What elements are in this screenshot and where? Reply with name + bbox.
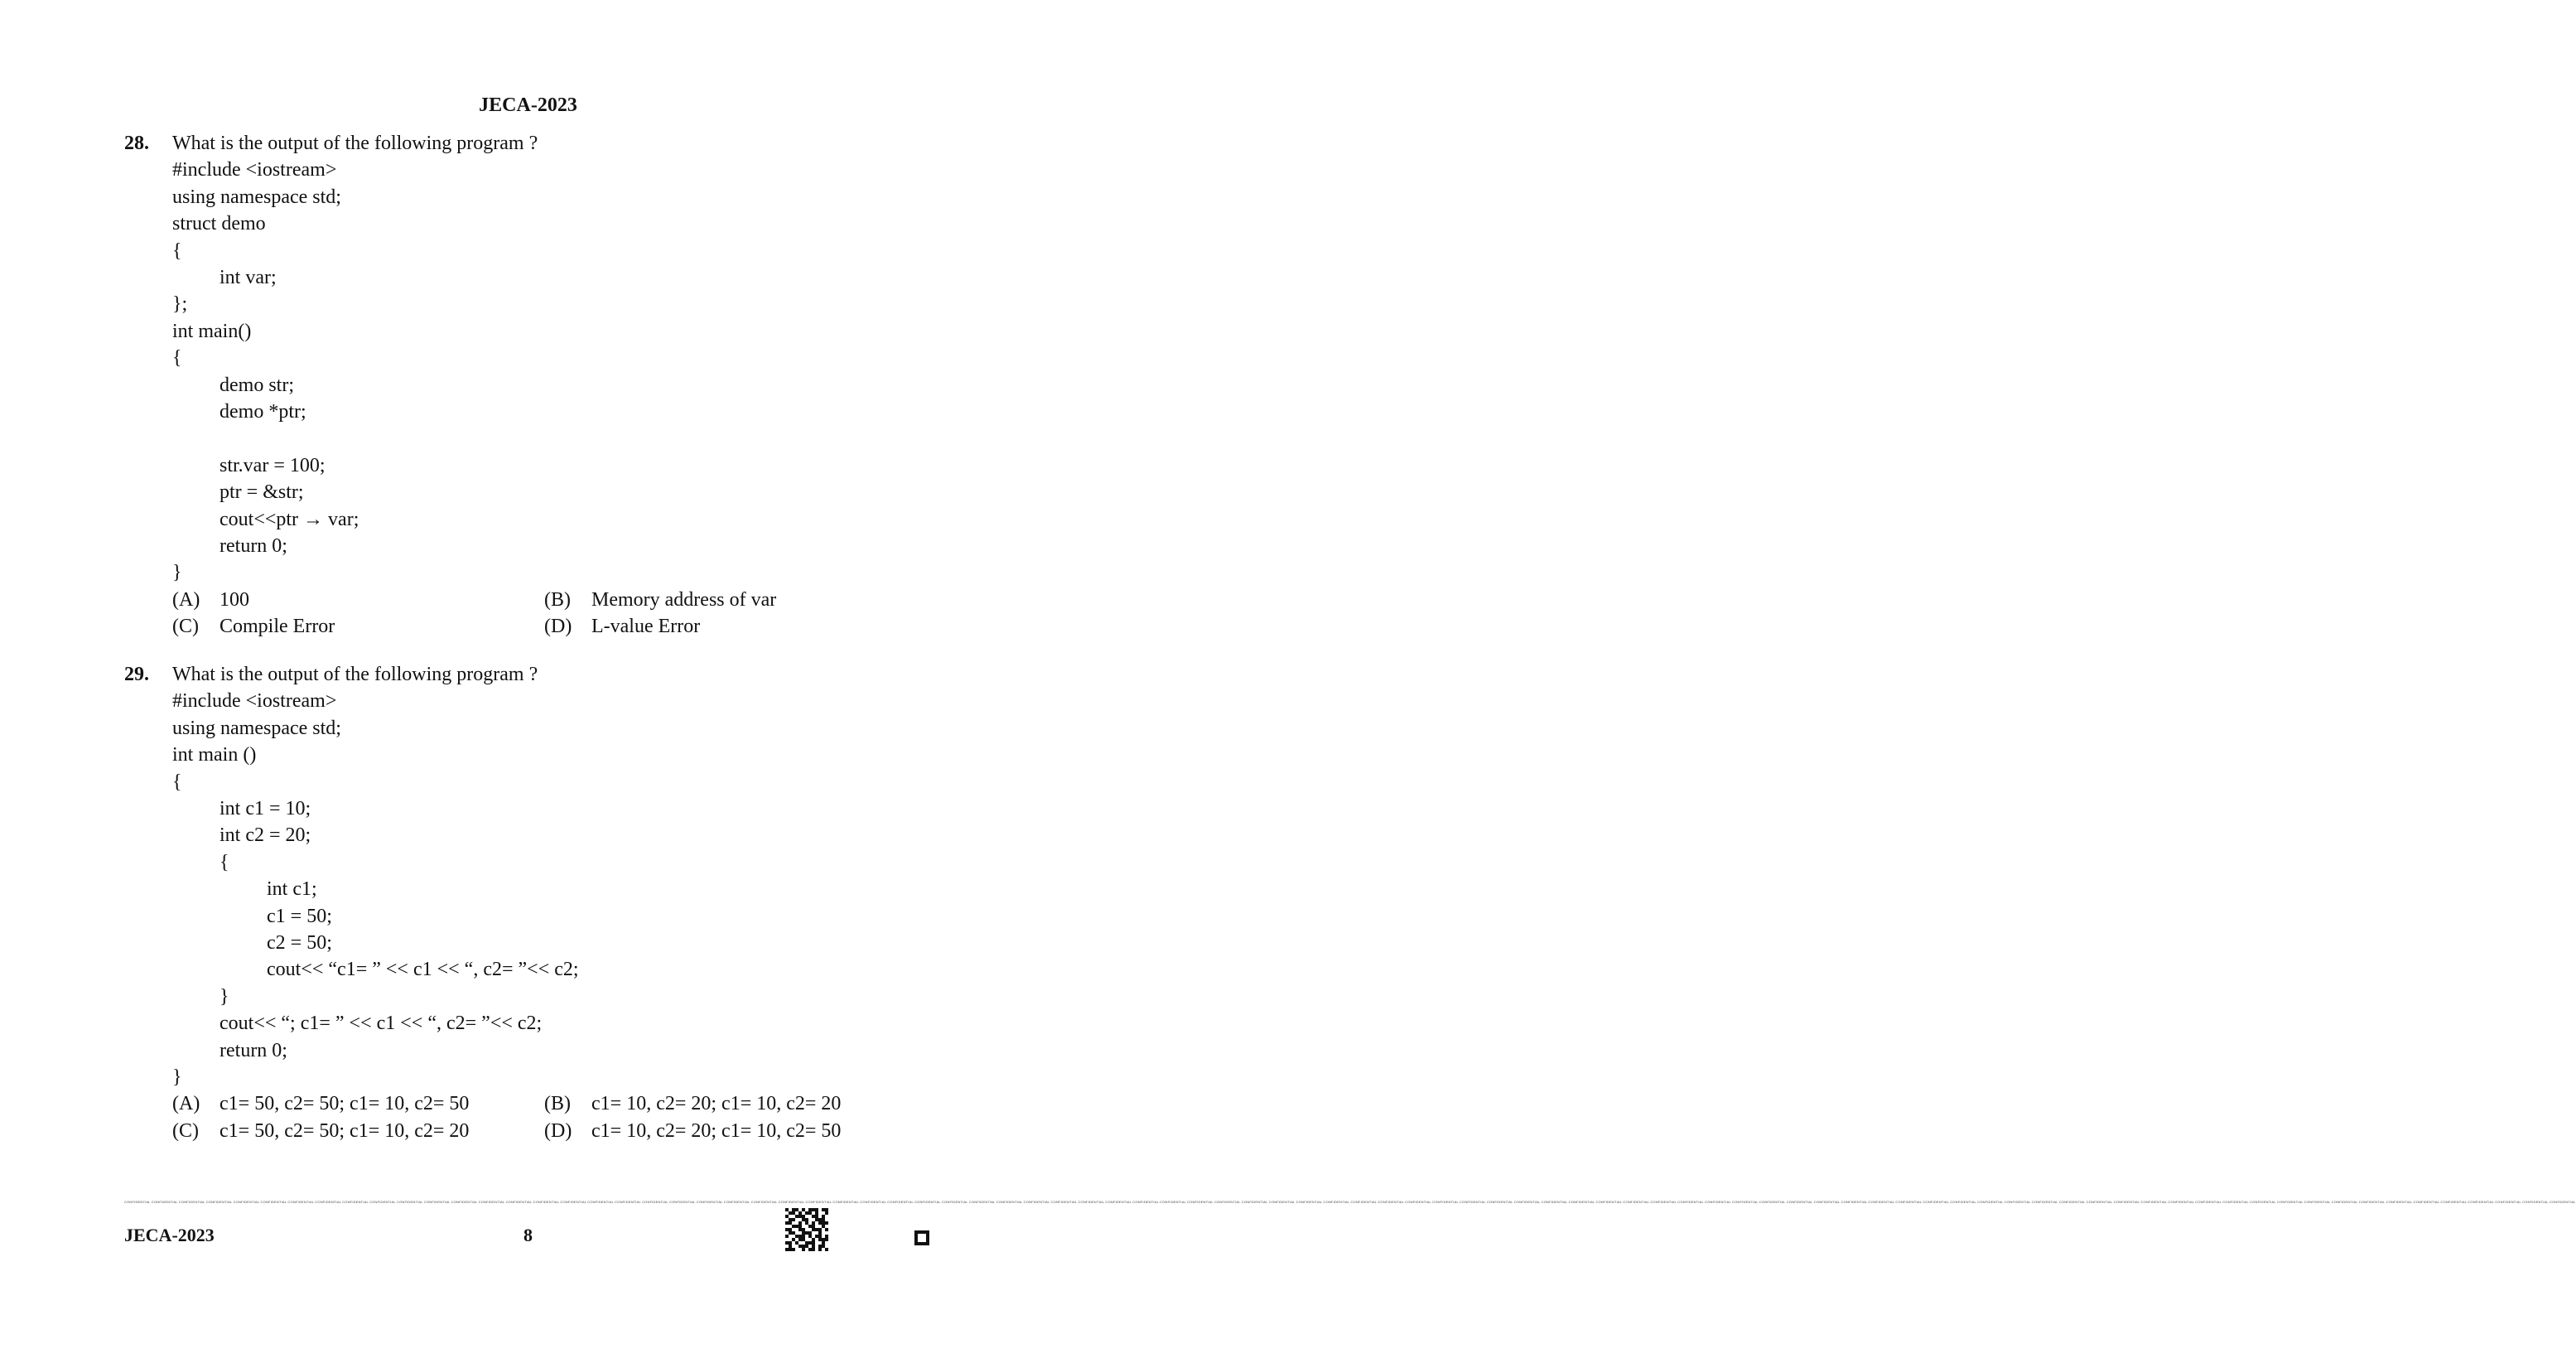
code-line: struct demo xyxy=(172,213,266,235)
code-line: demo str; xyxy=(219,374,294,396)
confidential-strip: CONFIDENTIAL CONFIDENTIAL CONFIDENTIAL CONFIDENTIAL CONFIDENTIAL CONFIDENTIAL CONFIDENTIAL CONFIDENTIAL CONFIDENTIAL CONFIDENTIAL CONFIDENTIAL CONFIDENTIAL CONFIDENTIAL CONFIDENTIAL CONFIDENTIAL CONFIDENTIAL CONFIDENTIAL CONFIDENTIAL CONFIDENTIAL CONFIDENTIAL CONFIDENTIAL CONFIDENTIAL CONFIDENTIAL CONFIDENTIAL CONFIDENTIAL CONFIDENTIAL CONFIDENTIAL CONFIDENTIAL CONFIDENTIAL CONFIDENTIAL CONFIDENTIAL CONFIDENTIAL CONFIDENTIAL CONFIDENTIAL CONFIDENTIAL CONFIDENTIAL CONFIDENTIAL CONFIDENTIAL CONFIDENTIAL CONFIDENTIAL CONFIDENTIAL CONFIDENTIAL CONFIDENTIAL CONFIDENTIAL CONFIDENTIAL CONFIDENTIAL CONFIDENTIAL CONFIDENTIAL CONFIDENTIAL CONFIDENTIAL CONFIDENTIAL CONFIDENTIAL CONFIDENTIAL CONFIDENTIAL CONFIDENTIAL CONFIDENTIAL CONFIDENTIAL CONFIDENTIAL CONFIDENTIAL CONFIDENTIAL CONFIDENTIAL CONFIDENTIAL CONFIDENTIAL CONFIDENTIAL CONFIDENTIAL CONFIDENTIAL CONFIDENTIAL CONFIDENTIAL CONFIDENTIAL CONFIDENTIAL CONFIDENTIAL CONFIDENTIAL CONFIDENTIAL CONFIDENTIAL CONFIDENTIAL CONFIDENTIAL CONFIDENTIAL CONFIDENTIAL CONFIDENTIAL CONFIDENTIAL CONFIDENTIAL CONFIDENTIAL CONFIDENTIAL CONFIDENTIAL CONFIDENTIAL CONFIDENTIAL CONFIDENTIAL CONFIDENTIAL CONFIDENTIAL CONFIDENTIAL xyxy=(124,1200,2576,1204)
code-line: using namespace std; xyxy=(172,186,341,208)
code-line: } xyxy=(172,1066,182,1088)
code-line: int c1; xyxy=(267,878,317,901)
code-line: return 0; xyxy=(219,535,287,557)
option-text: c1= 10, c2= 20; c1= 10, c2= 20 xyxy=(591,1093,842,1115)
question-prompt: What is the output of the following program ? xyxy=(172,664,538,685)
option-label: (D) xyxy=(544,616,572,638)
option-label: (C) xyxy=(172,616,199,638)
option-text: L-value Error xyxy=(591,616,701,638)
question-number: 28. xyxy=(124,133,149,154)
code-line: { xyxy=(219,851,229,873)
option-label: (A) xyxy=(172,588,200,611)
code-line: using namespace std; xyxy=(172,717,341,739)
code-line: ptr = &str; xyxy=(219,481,304,504)
code-line: return 0; xyxy=(219,1039,287,1061)
option-text: 100 xyxy=(219,588,249,611)
footer-page-number: 8 xyxy=(523,1225,533,1245)
square-mark-icon xyxy=(914,1230,929,1245)
page-header-title: JECA-2023 xyxy=(479,94,577,116)
qr-code-icon xyxy=(785,1208,828,1251)
code-line: int main() xyxy=(172,320,252,342)
code-line: int var; xyxy=(219,267,277,288)
code-line: { xyxy=(172,771,182,793)
code-line: } xyxy=(172,562,182,584)
code-line: }; xyxy=(172,293,188,316)
code-line: int c2 = 20; xyxy=(219,824,311,847)
option-text: Compile Error xyxy=(219,616,335,638)
code-line: c1 = 50; xyxy=(267,905,332,927)
code-line: int c1 = 10; xyxy=(219,798,311,819)
code-line: } xyxy=(219,985,229,1008)
code-line: cout<<ptr → var; xyxy=(219,508,359,530)
code-line: str.var = 100; xyxy=(219,454,326,476)
option-label: (D) xyxy=(544,1119,572,1142)
option-label: (A) xyxy=(172,1093,200,1115)
option-text: c1= 50, c2= 50; c1= 10, c2= 50 xyxy=(219,1093,470,1115)
code-line: c2 = 50; xyxy=(267,932,332,954)
code-line: demo *ptr; xyxy=(219,401,306,423)
option-text: c1= 10, c2= 20; c1= 10, c2= 50 xyxy=(591,1119,842,1142)
question-number: 29. xyxy=(124,664,149,685)
code-line: int main () xyxy=(172,744,257,766)
code-line: cout<< “; c1= ” << c1 << “, c2= ”<< c2; xyxy=(219,1013,543,1035)
option-text: c1= 50, c2= 50; c1= 10, c2= 20 xyxy=(219,1119,470,1142)
option-label: (C) xyxy=(172,1119,199,1142)
code-line: { xyxy=(172,347,182,370)
option-label: (B) xyxy=(544,588,571,611)
option-text: Memory address of var xyxy=(591,588,777,611)
footer-exam-code: JECA-2023 xyxy=(124,1225,215,1245)
code-line: #include <iostream> xyxy=(172,690,337,713)
code-line: cout<< “c1= ” << c1 << “, c2= ”<< c2; xyxy=(267,959,579,981)
code-line: { xyxy=(172,239,182,262)
question-prompt: What is the output of the following program ? xyxy=(172,133,538,154)
code-line: #include <iostream> xyxy=(172,159,337,181)
option-label: (B) xyxy=(544,1093,571,1115)
